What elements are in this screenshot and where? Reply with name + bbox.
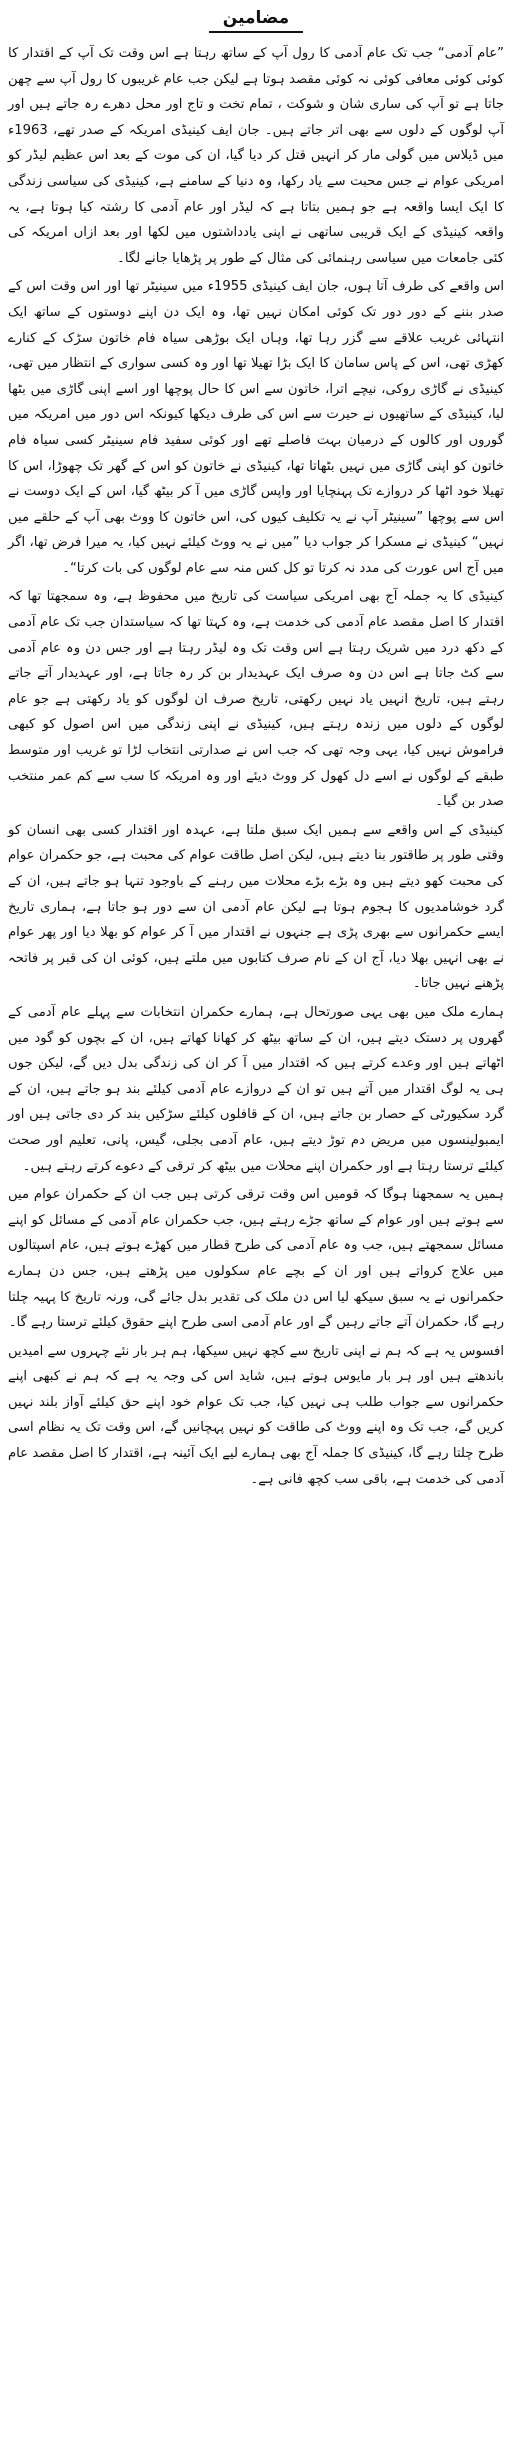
article-paragraph: کینیڈی کے اس واقعے سے ہمیں ایک سبق ملتا ہے، عہدہ اور اقتدار کسی بھی انسان کو وقتی طور پر طاقتور بنا دیتے ہیں، لیکن اصل طاقت عوام کی محبت ہے، جو حکمران عوام کی محبت کھو دیتے ہیں وہ بڑے بڑے محلات میں رہنے کے باوجود تنہا ہو جاتے ہیں، ان کے گرد خوشامدیوں کا ہجوم ہوتا ہے لیکن عام آدمی ان سے دور ہو جاتا ہے، ہماری تاریخ ایسے حکمرانوں سے بھری پڑی ہے جنہوں نے اقتدار میں آ کر عوام کو بھلا دیا اور پھر عوام نے بھی انہیں بھلا دیا، آج ان کے نام صرف کتابوں میں ملتے ہیں، کوئی ان کی قبر پر فاتحہ پڑھنے نہیں جاتا۔ xyxy=(8,822,504,992)
article-paragraph: ”عام آدمی“ جب تک عام آدمی کا رول آپ کے ساتھ رہتا ہے اس وقت تک آپ کے اقتدار کا کوئی کوئی معافی کوئی نہ کوئی مقصد ہوتا ہے لیکن جب عام غریبوں کا رول آپ سے چھن جاتا ہے تو آپ کی ساری شان و شوکت ، تمام تخت و تاج اور محل دھرے رہ جاتے ہیں اور آپ لوگوں کے دلوں سے بھی اتر جاتے ہیں۔ جان ایف کینیڈی امریکہ کے صدر تھے، 1963ء میں ڈیلاس میں گولی مار کر انہیں قتل کر دیا گیا، ان کی موت کے بعد اس عظیم لیڈر کو امریکی عوام نے جس محبت سے یاد رکھا، وہ دنیا کے سامنے ہے، کینیڈی کی سیاسی زندگی کا ایک ایسا واقعہ ہے جو ہمیں بتاتا ہے کہ لیڈر اور عام آدمی کا رشتہ کیا ہوتا ہے، یہ واقعہ کینیڈی کے ایک قریبی ساتھی نے اپنی یادداشتوں میں لکھا اور بعد ازاں امریکہ کی کئی جامعات میں سیاسی رہنمائی کی مثال کے طور پر پڑھایا جانے لگا۔ xyxy=(8,46,504,266)
column-header xyxy=(8,8,504,33)
article-paragraph: اس واقعے کی طرف آتا ہوں، جان ایف کینیڈی 1955ء میں سینیٹر تھا اور اس وقت اس کے صدر بننے کے دور دور تک کوئی امکان نہیں تھا، وہ ایک دن اپنے دوستوں کے ساتھ ایک انتہائی غریب علاقے سے گزر رہا تھا، وہاں ایک بوڑھی سیاہ فام خاتون سڑک کے کنارے کھڑی تھی، اس کے پاس سامان کا ایک بڑا تھیلا تھا اور وہ کسی سواری کے انتظار میں تھی، کینیڈی نے گاڑی روکی، نیچے اترا، خاتون سے اس کا حال پوچھا اور اسے اپنی گاڑی میں بٹھا لیا، کینیڈی کے ساتھیوں نے حیرت سے اس کی طرف دیکھا کیونکہ اس دور میں امریکہ میں گوروں اور کالوں کے درمیان بہت فاصلے تھے اور کوئی سفید فام سینیٹر کسی سیاہ فام خاتون کو اپنی گاڑی میں نہیں بٹھاتا تھا، کینیڈی نے خاتون کو اس کے گھر تک چھوڑا، اس کا تھیلا خود اٹھا کر دروازے تک پہنچایا اور واپس گاڑی میں آ کر بیٹھ گیا، اس کے ایک دوست نے اس سے پوچھا ”سینیٹر آپ نے یہ تکلیف کیوں کی، اس خاتون کا ووٹ بھی آپ کے حلقے میں نہیں“ کینیڈی نے مسکرا کر جواب دیا ”میں نے یہ ووٹ کیلئے نہیں کیا، یہ میرا فرض تھا، اگر میں آج اس عورت کی مدد نہ کرتا تو کل کس منہ سے عام لوگوں کی بات کرتا“۔ xyxy=(8,279,504,576)
article-body xyxy=(8,41,504,1492)
article-paragraph: ہمارے ملک میں بھی یہی صورتحال ہے، ہمارے حکمران انتخابات سے پہلے عام آدمی کے گھروں پر دستک دیتے ہیں، ان کے ساتھ بیٹھ کر کھانا کھاتے ہیں، ان کے بچوں کو گود میں اٹھاتے ہیں اور وعدے کرتے ہیں کہ اقتدار میں آ کر ان کی زندگی بدل دیں گے، لیکن جوں ہی یہ لوگ اقتدار میں آتے ہیں تو ان کے دروازے عام آدمی کیلئے بند ہو جاتے ہیں، ان کے گرد سکیورٹی کے حصار بن جاتے ہیں، ان کے قافلوں کیلئے سڑکیں بند کر دی جاتی ہیں اور ایمبولینسوں میں مریض دم توڑ دیتے ہیں، عام آدمی بجلی، گیس، پانی، تعلیم اور صحت کیلئے ترستا رہتا ہے اور حکمران اپنے محلات میں بیٹھ کر ترقی کے دعوے کرتے رہتے ہیں۔ xyxy=(8,1004,504,1174)
article-paragraph: افسوس یہ ہے کہ ہم نے اپنی تاریخ سے کچھ نہیں سیکھا، ہم ہر بار نئے چہروں سے امیدیں باندھتے ہیں اور ہر بار مایوس ہوتے ہیں، شاید اس کی وجہ یہ ہے کہ ہم نے کبھی اپنے حکمرانوں سے جواب طلب ہی نہیں کیا، جب تک عوام خود اپنے حق کیلئے آواز بلند نہیں کریں گے، جب تک وہ اپنے ووٹ کی طاقت کو نہیں پہچانیں گے، اس وقت تک یہ نظام اسی طرح چلتا رہے گا، کینیڈی کا جملہ آج بھی ہمارے لیے ایک آئینہ ہے، اقتدار کا اصل مقصد عام آدمی کی خدمت ہے، باقی سب کچھ فانی ہے۔ xyxy=(8,1343,504,1487)
article-paragraph: ہمیں یہ سمجھنا ہوگا کہ قومیں اس وقت ترقی کرتی ہیں جب ان کے حکمران عوام میں سے ہوتے ہیں اور عوام کے ساتھ جڑے رہتے ہیں، جب حکمران عام آدمی کے مسائل کو اپنے مسائل سمجھتے ہیں، جب وہ عام آدمی کی طرح قطار میں کھڑے ہوتے ہیں، عام اسپتالوں میں علاج کرواتے ہیں اور ان کے بچے عام سکولوں میں پڑھتے ہیں، جس دن ہمارے حکمرانوں نے یہ سبق سیکھ لیا اس دن ملک کی تقدیر بدل جائے گی، ورنہ تاریخ کا پہیہ چلتا رہے گا، حکمران آتے جاتے رہیں گے اور عام آدمی اسی طرح اپنے حقوق کیلئے ترستا رہے گا۔ xyxy=(8,1187,504,1331)
article-paragraph: کینیڈی کا یہ جملہ آج بھی امریکی سیاست کی تاریخ میں محفوظ ہے، وہ سمجھتا تھا کہ اقتدار کا اصل مقصد عام آدمی کی خدمت ہے، وہ کہتا تھا کہ سیاستدان جب تک عام آدمی کے دکھ درد میں شریک رہتا ہے اس وقت تک وہ لیڈر رہتا ہے اور جس دن وہ عام آدمی سے کٹ جاتا ہے اس دن وہ صرف ایک عہدیدار بن کر رہ جاتا ہے، اور عہدیدار آتے جاتے رہتے ہیں، تاریخ انہیں یاد نہیں رکھتی، تاریخ صرف ان لوگوں کو یاد رکھتی ہے جو عام لوگوں کے دلوں میں زندہ رہتے ہیں، کینیڈی نے اپنی زندگی میں اس اصول کو کبھی فراموش نہیں کیا، یہی وجہ تھی کہ جب اس نے صدارتی انتخاب لڑا تو غریب اور متوسط طبقے کے لوگوں نے اسے دل کھول کر ووٹ دیئے اور وہ امریکہ کا سب سے کم عمر منتخب صدر بن گیا۔ xyxy=(8,589,504,810)
column-title: مضامین xyxy=(209,8,303,33)
